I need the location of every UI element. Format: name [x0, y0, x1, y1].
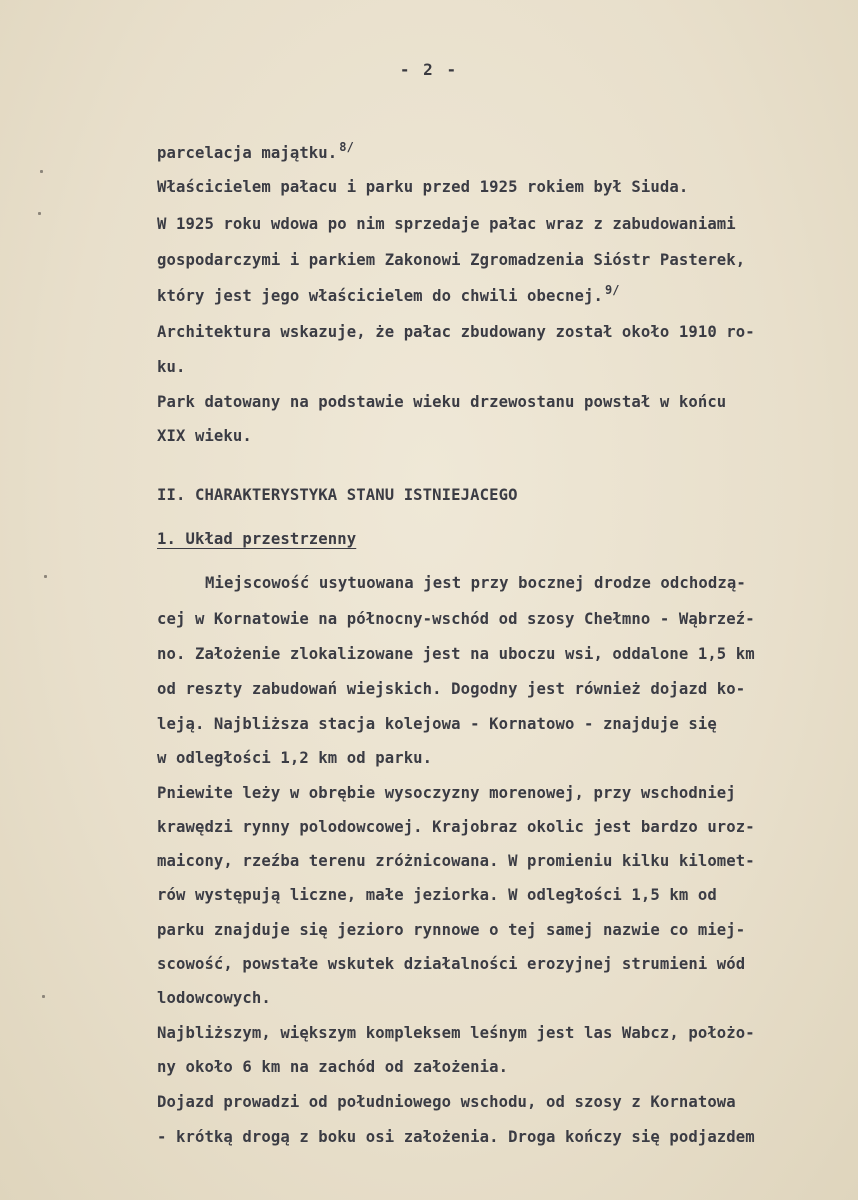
text-line: no. Założenie zlokalizowane jest na uboczu wsi, oddalone 1,5 km — [157, 645, 755, 663]
text-line: leją. Najbliższa stacja kolejowa - Kornatowo - znajduje się — [157, 715, 717, 733]
text-line: parku znajduje się jezioro rynnowe o tej samej nazwie co miej- — [157, 921, 746, 939]
text-line: Pniewite leży w obrębie wysoczyzny morenowej, przy wschodniej — [157, 784, 736, 802]
text-line: rów występują liczne, małe jeziorka. W odległości 1,5 km od — [157, 886, 717, 904]
text-line: cej w Kornatowie na północny-wschód od szosy Chełmno - Wąbrzeź- — [157, 610, 755, 628]
text-line: Park datowany na podstawie wieku drzewostanu powstał w końcu — [157, 393, 727, 411]
text-line: Dojazd prowadzi od południowego wschodu, od szosy z Kornatowa — [157, 1093, 736, 1111]
text-line: XIX wieku. — [157, 427, 252, 445]
text-line: Miejscowość usytuowana jest przy bocznej drodze odchodzą- — [205, 574, 746, 592]
binding-hole-mark — [40, 170, 43, 173]
text-line: Najbliższym, większym kompleksem leśnym jest las Wabcz, położo- — [157, 1024, 755, 1042]
text-line: ny około 6 km na zachód od założenia. — [157, 1058, 509, 1076]
text-line: od reszty zabudowań wiejskich. Dogodny jest również dojazd ko- — [157, 680, 746, 698]
text-line: parcelacja majątku. $^{8/}$ — [157, 140, 354, 162]
text-line: lodowcowych. — [157, 989, 271, 1007]
subsection-heading: 1. Układ przestrzenny — [157, 530, 357, 548]
text-line: w odległości 1,2 km od parku. — [157, 749, 433, 767]
text-line: - krótką drogą z boku osi założenia. Droga kończy się podjazdem — [157, 1128, 755, 1146]
text-line: krawędzi rynny polodowcowej. Krajobraz okolic jest bardzo uroz- — [157, 818, 755, 836]
text-line: Właścicielem pałacu i parku przed 1925 rokiem był Siuda. — [157, 178, 689, 196]
footnote-ref: 8/ — [339, 140, 354, 154]
text-line: ku. — [157, 358, 186, 376]
page-number: - 2 - — [399, 60, 459, 79]
text-line: maicony, rzeźba terenu zróżnicowana. W promieniu kilku kilomet- — [157, 852, 755, 870]
text-line: Architektura wskazuje, że pałac zbudowany został około 1910 ro- — [157, 323, 755, 341]
text-line: W 1925 roku wdowa po nim sprzedaje pałac wraz z zabudowaniami — [157, 215, 736, 233]
text-line: scowość, powstałe wskutek działalności erozyjnej strumieni wód — [157, 955, 746, 973]
footnote-ref: 9/ — [604, 283, 620, 297]
binding-hole-mark — [44, 575, 47, 578]
binding-hole-mark — [42, 995, 45, 998]
section-heading: II. CHARAKTERYSTYKA STANU ISTNIEJACEGO — [157, 486, 518, 504]
text-line: który jest jego właścicielem do chwili obecnej. $^{9/}$ — [157, 283, 620, 305]
text-line: gospodarczymi i parkiem Zakonowi Zgromadzenia Sióstr Pasterek, — [157, 251, 746, 269]
binding-hole-mark — [38, 212, 41, 215]
